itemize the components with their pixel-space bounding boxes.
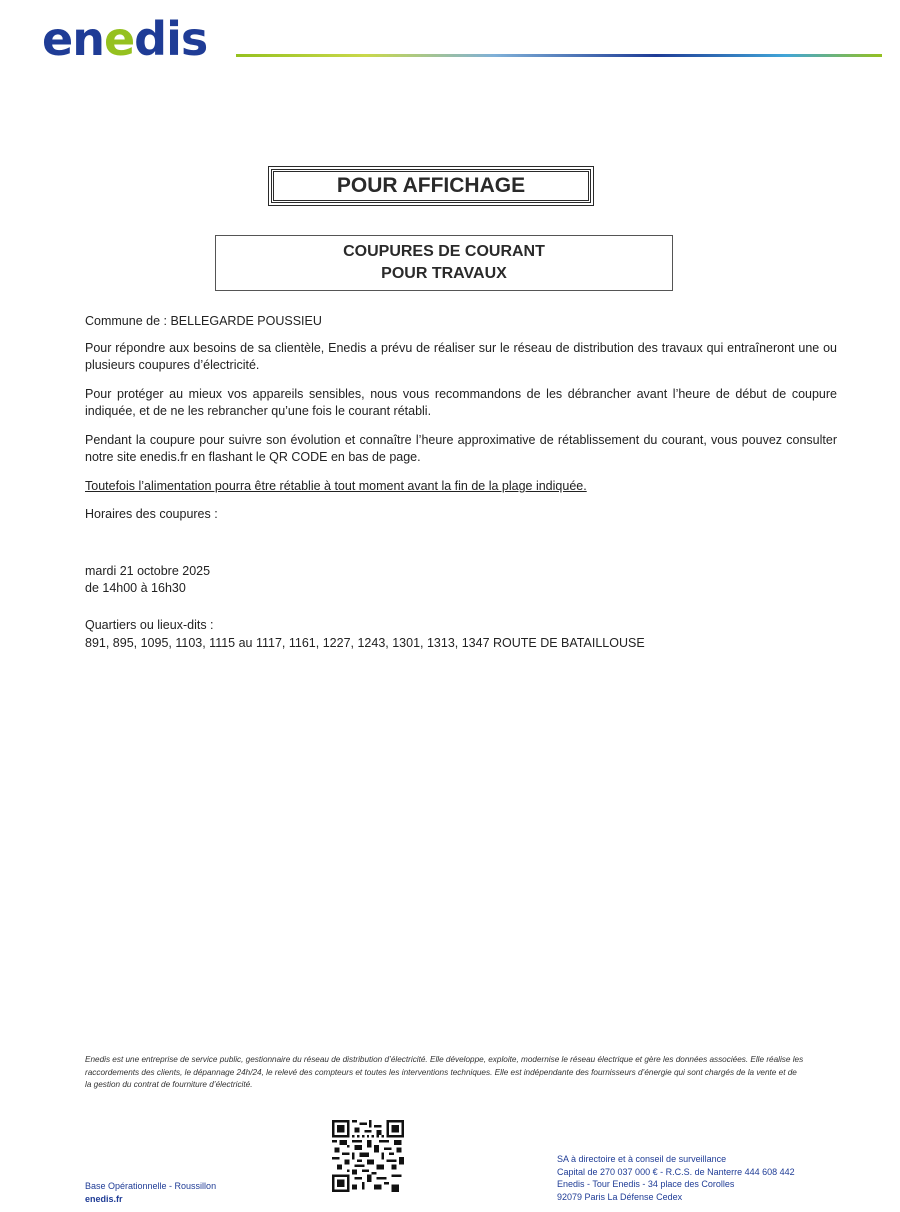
- site-link[interactable]: enedis.fr: [85, 1194, 123, 1204]
- title-box: [268, 166, 594, 206]
- subtitle-box: [215, 235, 673, 291]
- intro-paragraph: Pour répondre aux besoins de sa clientèle, Enedis a prévu de réaliser sur le réseau de distribution des travaux qui entraîneront une ou plusieurs coupures d’électricité.: [85, 341, 837, 372]
- subtitle-line2: POUR TRAVAUX: [381, 265, 507, 282]
- warning-text: Toutefois l’alimentation pourra être rétablie à tout moment avant la fin de la plage indiquée.: [85, 479, 587, 493]
- subtitle-line1: COUPURES DE COURANT: [343, 243, 545, 260]
- outage-date: mardi 21 octobre 2025: [85, 564, 211, 578]
- commune-line: Commune de : BELLEGARDE POUSSIEU: [85, 314, 322, 328]
- company-line4: 92079 Paris La Défense Cedex: [557, 1191, 683, 1202]
- outage-hours: de 14h00 à 16h30: [85, 581, 186, 595]
- enedis-logo: enedis: [42, 12, 208, 66]
- qr-code-icon[interactable]: [332, 1120, 404, 1192]
- company-line2: Capital de 270 037 000 € - R.C.S. de Nanterre 444 608 442: [557, 1166, 795, 1177]
- base-operationnelle: Base Opérationnelle - Roussillon: [85, 1181, 217, 1191]
- footer-left: [85, 1180, 216, 1206]
- company-line1: SA à directoire et à conseil de surveillance: [557, 1154, 727, 1164]
- tracking-paragraph: Pendant la coupure pour suivre son évolution et connaître l’heure approximative de rétablissement du courant, vous pouvez consulter notre site enedis.fr en flashant le QR CODE en bas de page.: [85, 433, 837, 464]
- legal-notice: Enedis est une entreprise de service public, gestionnaire du réseau de distribution d’électricité. Elle développe, exploite, modernise le réseau électrique et gère les données associées. Elle réalise les raccordements des clients, le dépannage 24h/24, le relevé des compteurs et toutes les interventions techniques. Elle est indépendante des fournisseurs d’énergie qui sont chargés de la vente et de la gestion du contrat de fourniture d’électricité.: [85, 1055, 804, 1089]
- schedule-label: Horaires des coupures :: [85, 507, 218, 521]
- company-line3: Enedis - Tour Enedis - 34 place des Corolles: [557, 1179, 735, 1189]
- places-list: 891, 895, 1095, 1103, 1115 au 1117, 1161, 1227, 1243, 1301, 1313, 1347 ROUTE DE BATAILLOUSE: [85, 636, 645, 650]
- header-divider: [236, 54, 882, 57]
- places-label: Quartiers ou lieux-dits :: [85, 618, 214, 632]
- protection-paragraph: Pour protéger au mieux vos appareils sensibles, nous vous recommandons de les débrancher avant l’heure de début de coupure indiquée, et de ne les rebrancher qu’une fois le courant rétabli.: [85, 387, 837, 418]
- company-info: [557, 1153, 795, 1203]
- title-label: POUR AFFICHAGE: [273, 171, 589, 201]
